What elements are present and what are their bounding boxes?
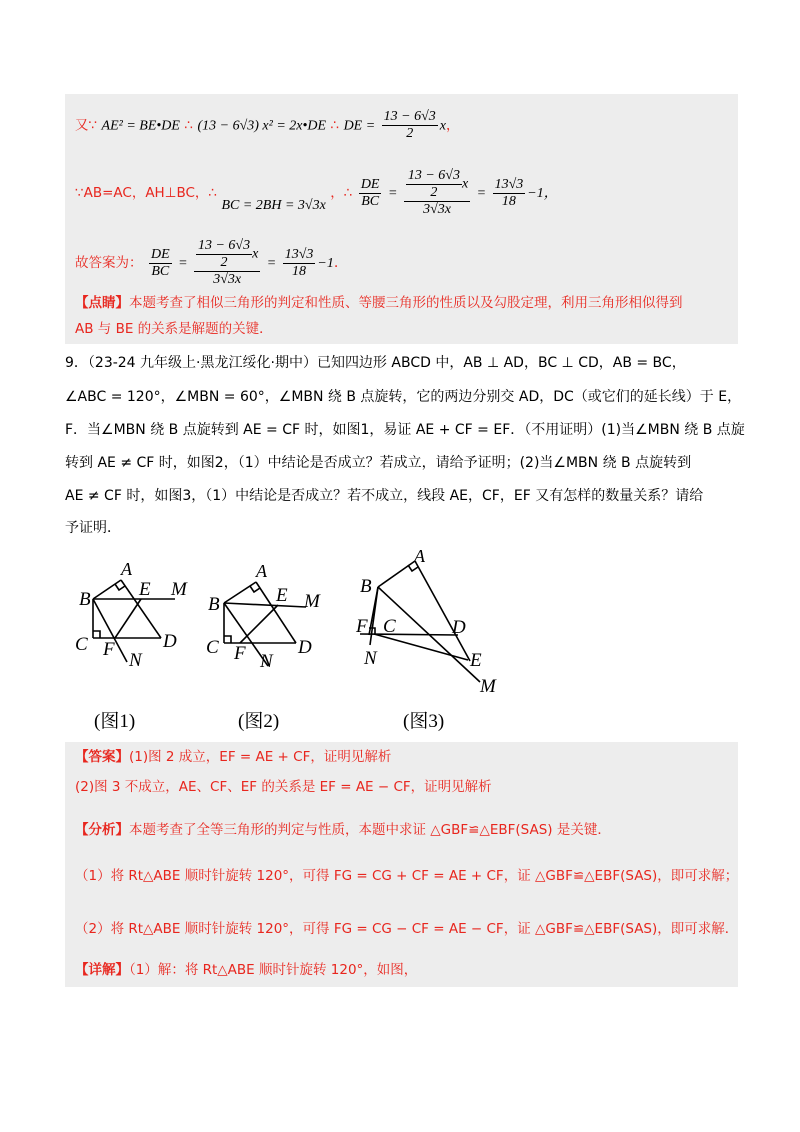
question-line-1: 9．（23-24 九年级上·黑龙江绥化·期中）已知四边形 ABCD 中，AB ⊥ AD，BC ⊥ CD，AB = BC， xyxy=(65,355,686,371)
svg-text:C: C xyxy=(75,634,88,655)
analysis-step-1: （1）将 Rt△ABE 顺时针旋转 120°，可得 FG = CG + CF = AE + CF，证 △GBF≌△EBF(SAS)，即可求解； xyxy=(75,868,739,884)
svg-text:N: N xyxy=(129,650,142,671)
question-line-6: 予证明． xyxy=(65,520,121,536)
figure-1-caption: (图1) xyxy=(94,711,136,732)
svg-text:C: C xyxy=(206,637,219,658)
svg-text:F: F xyxy=(356,616,368,637)
svg-text:D: D xyxy=(298,637,312,658)
figure-3-caption: (图3) xyxy=(403,711,445,732)
svg-text:A: A xyxy=(414,550,425,566)
question-line-2: ∠ABC = 120°，∠MBN = 60°，∠MBN 绕 B 点旋转，它的两边分别交 AD，DC（或它们的延长线）于 E， xyxy=(65,389,742,405)
answer-tag-line: 【答案】(1)图 2 成立，EF = AE + CF，证明见解析 xyxy=(75,749,392,765)
figure-2 xyxy=(200,555,340,675)
svg-text:E: E xyxy=(470,650,482,671)
figure-2-caption: (图2) xyxy=(238,711,280,732)
eq-line-2: ∵AB=AC，AH⊥BC，∴ BC = 2BH = 3√3x ，∴ $\frac{DE}{BC}$ = $\frac{13 - 6√3}{2}$ x 3√3x = $\frac{13√3}{18}$ −1， xyxy=(75,168,558,217)
svg-text:B: B xyxy=(360,576,372,597)
question-line-4: 转到 AE ≠ CF 时，如图2，（1）中结论是否成立？若成立，请给予证明；(2)当∠MBN 绕 B 点旋转到 xyxy=(65,455,692,471)
answer-line: 故答案为： $\frac{DE}{BC}$ = $\frac{13 - 6√3}{2}$ x 3√3x = $\frac{13√3}{18}$ −1. xyxy=(75,238,339,287)
svg-text:B: B xyxy=(79,589,91,610)
svg-text:D: D xyxy=(452,617,466,638)
eq-line-1: 又∵ AE² = BE•DE ∴ (13 − 6√3) x² = 2x•DE ∴ DE = $\frac{13 - 6√3}{2}$ x， xyxy=(75,109,460,141)
svg-text:F: F xyxy=(234,643,246,664)
svg-text:B: B xyxy=(208,594,220,615)
comment-line-1: 【点睛】本题考查了相似三角形的判定和性质、等腰三角形的性质以及勾股定理，利用三角形相似得到 xyxy=(75,295,683,311)
svg-text:A: A xyxy=(256,561,267,581)
comment-line-2: AB 与 BE 的关系是解题的关键． xyxy=(75,321,273,337)
svg-text:A: A xyxy=(121,559,132,579)
question-line-3: F．当∠MBN 绕 B 点旋转到 AE = CF 时，如图1，易证 AE + CF = EF．（不用证明）(1)当∠MBN 绕 B 点旋 xyxy=(65,422,745,438)
svg-text:D: D xyxy=(163,631,177,652)
svg-text:N: N xyxy=(260,651,273,672)
figure-1 xyxy=(65,555,205,675)
analysis-line: 【分析】本题考查了全等三角形的判定与性质，本题中求证 △GBF≌△EBF(SAS) 是关键． xyxy=(75,822,611,838)
svg-text:M: M xyxy=(171,579,187,600)
svg-text:M: M xyxy=(304,591,320,612)
svg-text:C: C xyxy=(383,616,396,637)
detail-line: 【详解】（1）解：将 Rt△ABE 顺时针旋转 120°，如图， xyxy=(75,962,418,978)
svg-text:E: E xyxy=(139,579,151,600)
svg-text:N: N xyxy=(364,648,377,669)
svg-text:E: E xyxy=(276,585,288,606)
answer-line-2: (2)图 3 不成立，AE、CF、EF 的关系是 EF = AE − CF，证明见解析 xyxy=(75,779,492,795)
figure-3 xyxy=(340,550,510,700)
analysis-step-2: （2）将 Rt△ABE 顺时针旋转 120°，可得 FG = CG − CF = AE − CF，证 △GBF≌△EBF(SAS)，即可求解． xyxy=(75,921,739,937)
question-line-5: AE ≠ CF 时，如图3，（1）中结论是否成立？若不成立，线段 AE，CF，EF 又有怎样的数量关系？请给 xyxy=(65,488,704,504)
svg-text:F: F xyxy=(103,639,115,660)
svg-text:M: M xyxy=(480,676,496,697)
